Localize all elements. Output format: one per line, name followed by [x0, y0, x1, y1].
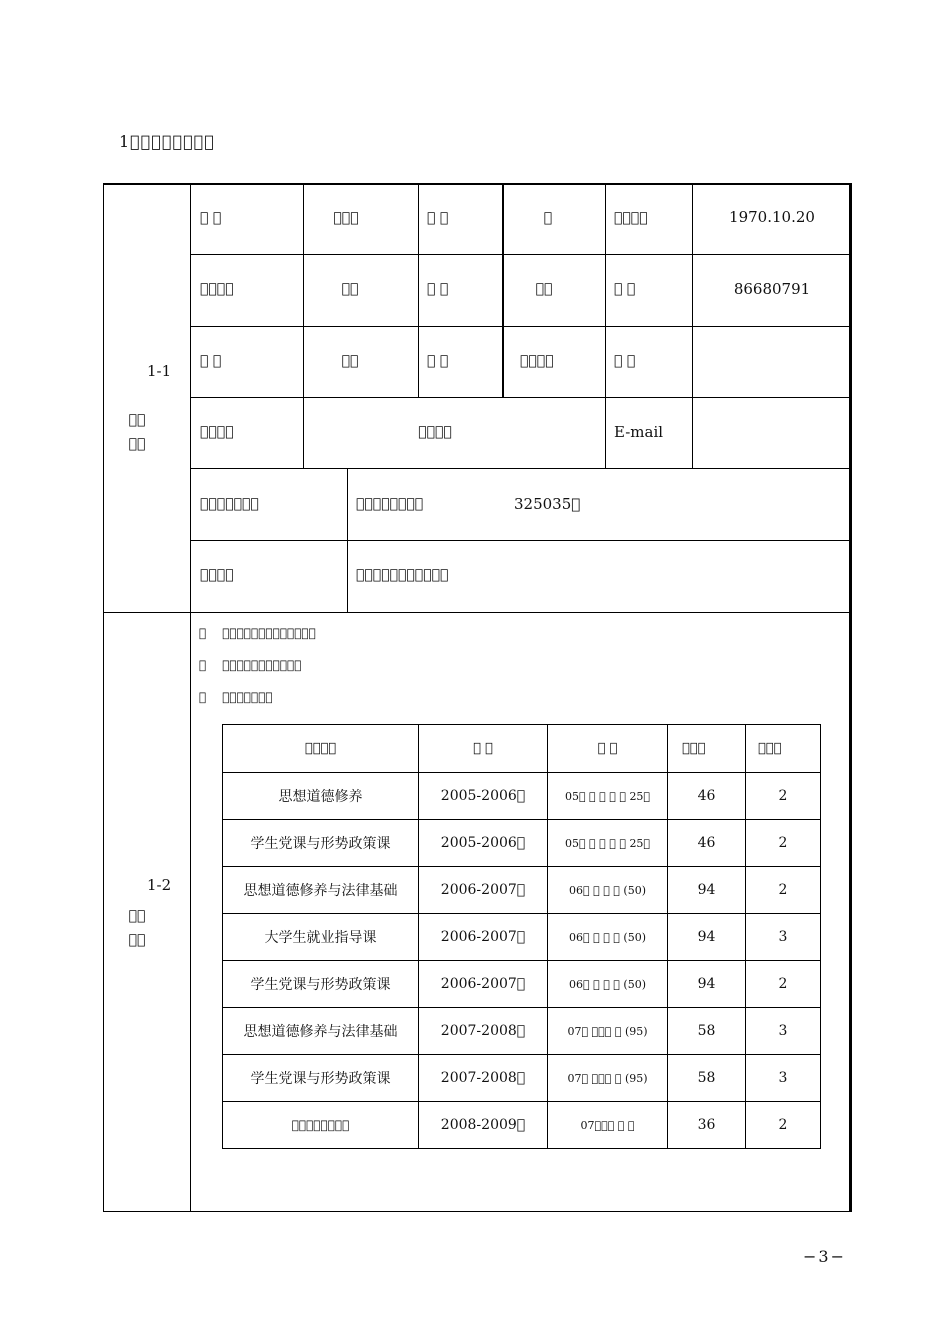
cell-credit: 3	[746, 1008, 821, 1055]
list-item	[199, 690, 289, 704]
cell-year: 2007-2008􀀁	[419, 1055, 548, 1102]
value-title: 􀀁􀀁	[341, 353, 359, 369]
header-students: 􀀁􀀁􀀁	[668, 725, 746, 773]
value-department: 􀀁􀀁􀀁􀀁	[418, 424, 452, 440]
cell-course: 大学生就业指导课	[223, 914, 419, 961]
label-research: 􀀁􀀁􀀁􀀁	[200, 567, 234, 583]
table-row	[223, 820, 821, 867]
value-position: 􀀁􀀁􀀁􀀁	[520, 353, 554, 369]
cell-students: 94	[668, 914, 746, 961]
cell-course: 􀀁􀀁􀀁􀀁􀀁􀀁􀀁􀀁	[223, 1102, 419, 1149]
cell-class: 07􀀁 􀀁􀀁􀀁 􀀁 (95)	[548, 1055, 668, 1102]
table-row	[223, 961, 821, 1008]
table-row	[223, 867, 821, 914]
cell-year: 2007-2008􀀁	[419, 1008, 548, 1055]
bullet-text: 􀀁􀀁􀀁􀀁􀀁􀀁􀀁􀀁􀀁􀀁􀀁	[222, 658, 302, 672]
list-item	[199, 626, 332, 640]
bullet-mark: 􀀁	[199, 658, 207, 672]
section-divider	[103, 612, 852, 613]
cell-year: 2005-2006􀀁	[419, 773, 548, 820]
value-political: 􀀁􀀁	[341, 281, 359, 297]
header-class: 􀀁 􀀁	[548, 725, 668, 773]
cell-students: 94	[668, 867, 746, 914]
label-ethnicity: 􀀁 􀀁	[427, 281, 449, 297]
section2-title-line2: 􀀁􀀁	[128, 932, 146, 948]
cell-credit: 3	[746, 914, 821, 961]
cell-year: 2006-2007􀀁	[419, 961, 548, 1008]
section-heading: 1􀀁􀀁􀀁􀀁􀀁􀀁􀀁􀀁	[119, 132, 215, 151]
cell-students: 94	[668, 961, 746, 1008]
cell-year: 2006-2007􀀁	[419, 867, 548, 914]
label-department: 􀀁􀀁􀀁􀀁	[200, 424, 234, 440]
table-row	[223, 773, 821, 820]
cell-year: 2005-2006􀀁	[419, 820, 548, 867]
cell-credit: 2	[746, 1102, 821, 1149]
cell-credit: 2	[746, 867, 821, 914]
course-table	[222, 724, 821, 1149]
cell-course: 学生党课与形势政策课	[223, 820, 419, 867]
cell-course: 思想道德修养	[223, 773, 419, 820]
label-gender: 􀀁 􀀁	[427, 210, 449, 226]
label-address: 􀀁􀀁􀀁􀀁􀀁􀀁􀀁	[200, 496, 259, 512]
value-gender: 􀀁	[543, 210, 553, 226]
cell-year: 2008-2009􀀁	[419, 1102, 548, 1149]
label-birth-date: 􀀁􀀁􀀁􀀁	[614, 210, 648, 226]
cell-students: 58	[668, 1055, 746, 1102]
cell-students: 46	[668, 820, 746, 867]
bullet-mark: 􀀁	[199, 626, 207, 640]
header-year: 􀀁 􀀁	[419, 725, 548, 773]
label-column-divider	[190, 183, 191, 1212]
page-number: −3−	[803, 1247, 846, 1266]
cell-course: 思想道德修养与法律基础	[223, 1008, 419, 1055]
label-fax: 􀀁 􀀁	[614, 353, 636, 369]
cell-course: 学生党课与形势政策课	[223, 961, 419, 1008]
cell-class: 06􀀁 􀀁 􀀁 􀀁 (50)	[548, 867, 668, 914]
cell-class: 05􀀁 􀀁 􀀁 􀀁 􀀁 25􀀁	[548, 820, 668, 867]
label-position: 􀀁 􀀁	[427, 353, 449, 369]
header-course: 􀀁􀀁􀀁􀀁	[223, 725, 419, 773]
label-phone: 􀀁 􀀁	[614, 281, 636, 297]
value-research: 􀀁􀀁􀀁􀀁􀀁􀀁􀀁􀀁􀀁􀀁􀀁	[356, 567, 449, 583]
cell-course: 思想道德修养与法律基础	[223, 867, 419, 914]
cell-credit: 2	[746, 961, 821, 1008]
section-code-1-2: 1-2	[147, 876, 172, 894]
cell-class: 05􀀁 􀀁 􀀁 􀀁 􀀁 25􀀁	[548, 773, 668, 820]
bullet-text: 􀀁􀀁􀀁􀀁􀀁􀀁􀀁􀀁􀀁􀀁􀀁􀀁􀀁	[222, 626, 316, 640]
section-title-line1: 􀀁􀀁	[128, 412, 146, 428]
label-email: E-mail	[614, 423, 664, 441]
cell-course: 学生党课与形势政策课	[223, 1055, 419, 1102]
cell-year: 2006-2007􀀁	[419, 914, 548, 961]
value-birth-date: 1970.10.20	[729, 208, 815, 226]
header-credit: 􀀁􀀁􀀁	[746, 725, 821, 773]
section-code-1-1: 1-1	[147, 362, 172, 380]
table-row	[223, 914, 821, 961]
value-name: 􀀁􀀁􀀁	[333, 210, 359, 226]
cell-class: 06􀀁 􀀁 􀀁 􀀁 (50)	[548, 961, 668, 1008]
list-item	[199, 658, 317, 672]
label-title: 􀀁 􀀁	[200, 353, 222, 369]
table-header-row	[223, 725, 821, 773]
cell-students: 58	[668, 1008, 746, 1055]
label-political: 􀀁􀀁􀀁􀀁	[200, 281, 234, 297]
label-name: 􀀁 􀀁	[200, 210, 222, 226]
table-row	[223, 1008, 821, 1055]
bullet-text: 􀀁􀀁􀀁􀀁􀀁􀀁􀀁	[222, 690, 273, 704]
value-address: 􀀁􀀁􀀁􀀁􀀁􀀁􀀁􀀁	[356, 496, 424, 512]
cell-class: 06􀀁 􀀁 􀀁 􀀁 (50)	[548, 914, 668, 961]
cell-credit: 2	[746, 773, 821, 820]
table-row	[223, 1102, 821, 1149]
cell-class: 07􀀁􀀁􀀁 􀀁 􀀁	[548, 1102, 668, 1149]
cell-credit: 3	[746, 1055, 821, 1102]
table-row	[223, 1055, 821, 1102]
section2-title-line1: 􀀁􀀁	[128, 908, 146, 924]
section-title-line2: 􀀁􀀁	[128, 436, 146, 452]
cell-students: 46	[668, 773, 746, 820]
value-phone: 86680791	[733, 280, 811, 298]
cell-students: 36	[668, 1102, 746, 1149]
value-ethnicity: 􀀁􀀁	[535, 281, 553, 297]
bullet-mark: 􀀁	[199, 690, 207, 704]
cell-class: 07􀀁 􀀁􀀁􀀁 􀀁 (95)	[548, 1008, 668, 1055]
value-postcode: 325035􀀁	[514, 495, 581, 513]
cell-credit: 2	[746, 820, 821, 867]
